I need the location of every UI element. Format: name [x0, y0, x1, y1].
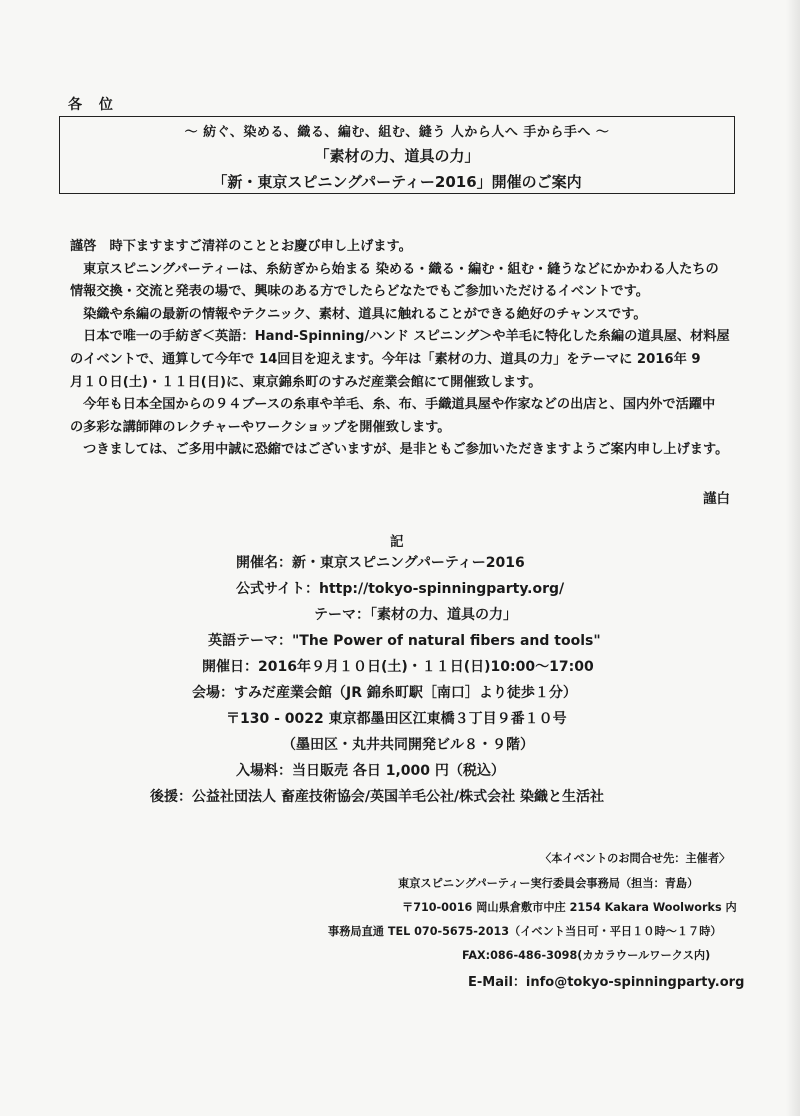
contact-fax: FAX:086-486-3098(カカラウールワークス内)	[462, 949, 711, 962]
event-address: 〒130 - 0022 東京都墨田区江東橋３丁目９番１０号	[226, 711, 567, 727]
salutation: 各 位	[68, 97, 119, 113]
contact-address: 〒710-0016 岡山県倉敷市中庄 2154 Kakara Woolworks 内	[402, 901, 737, 914]
page-title: 「新・東京スピニングパーティー2016」開催のご案内	[212, 173, 582, 191]
title-tagline: ～ 紡ぐ、染める、織る、編む、組む、縫う 人から人へ 手から手へ ～	[184, 125, 610, 140]
body-paragraph: 情報交換・交流と発表の場で、興味のある方でしたらどなたでもご参加いただけるイベントです。	[70, 284, 649, 300]
body-paragraph: 月１０日(土)・１１日(日)に、東京錦糸町のすみだ産業会館にて開催致します。	[70, 374, 542, 390]
contact-heading: 〈本イベントのお問合せ先：主催者〉	[540, 852, 731, 865]
page-edge	[786, 0, 800, 1116]
event-sponsors: 後援：公益社団法人 畜産技術協会/英国羊毛公社/株式会社 染織と生活社	[150, 789, 604, 805]
body-paragraph: のイベントで、通算して今年で 14回目を迎えます。今年は「素材の力、道具の力」をテーマに 2016年 9	[70, 351, 701, 367]
closing-word: 謹白	[703, 491, 730, 507]
event-website: 公式サイト：http://tokyo-spinningparty.org/	[236, 581, 565, 597]
body-paragraph: 今年も日本全国からの９４ブースの糸車や羊毛、糸、布、手織道具屋や作家などの出店と、国内外で活躍中	[70, 397, 716, 413]
contact-email: E-Mail：info@tokyo-spinningparty.org	[468, 975, 745, 990]
title-theme: 「素材の力、道具の力」	[314, 147, 480, 165]
body-paragraph: 謹啓 時下ますますご清祥のこととお慶び申し上げます。	[70, 239, 412, 254]
body-paragraph: の多彩な講師陣のレクチャーやワークショップを開催致します。	[70, 419, 451, 435]
body-paragraph: 日本で唯一の手紡ぎ＜英語：Hand-Spinning/ハンド スピニング＞や羊毛に特化した糸編の道具屋、材料屋	[70, 329, 730, 345]
event-english-theme: 英語テーマ："The Power of natural fibers and tools"	[208, 633, 601, 649]
contact-phone: 事務局直通 TEL 070-5675-2013（イベント当日可・平日１０時～１７時）	[328, 925, 722, 938]
notes-marker: 記	[390, 534, 404, 550]
event-theme: テーマ：「素材の力、道具の力」	[314, 607, 517, 623]
body-paragraph: 染織や糸編の最新の情報やテクニック、素材、道具に触れることができる絶好のチャンスです。	[70, 306, 647, 322]
event-dates: 開催日：2016年９月１０日(土)・１１日(日)10:00～17:00	[202, 659, 594, 675]
event-venue: 会場：すみだ産業会館（JR 錦糸町駅［南口］より徒歩１分）	[192, 685, 577, 701]
letter-body	[70, 236, 734, 462]
event-admission: 入場料：当日販売 各日 1,000 円（税込）	[236, 763, 505, 779]
body-paragraph: 東京スピニングパーティーは、糸紡ぎから始まる 染める・織る・編む・組む・縫うなどにかかわる人たちの	[70, 261, 719, 277]
body-paragraph: つきましては、ご多用中誠に恐縮ではございますが、是非ともご参加いただきますようご案内申し上げます。	[70, 442, 729, 458]
title-box	[59, 116, 735, 194]
event-building: （墨田区・丸井共同開発ビル８・９階）	[282, 737, 534, 753]
event-name: 開催名：新・東京スピニングパーティー2016	[236, 555, 525, 571]
contact-organizer: 東京スピニングパーティー実行委員会事務局（担当：青島）	[398, 877, 699, 890]
